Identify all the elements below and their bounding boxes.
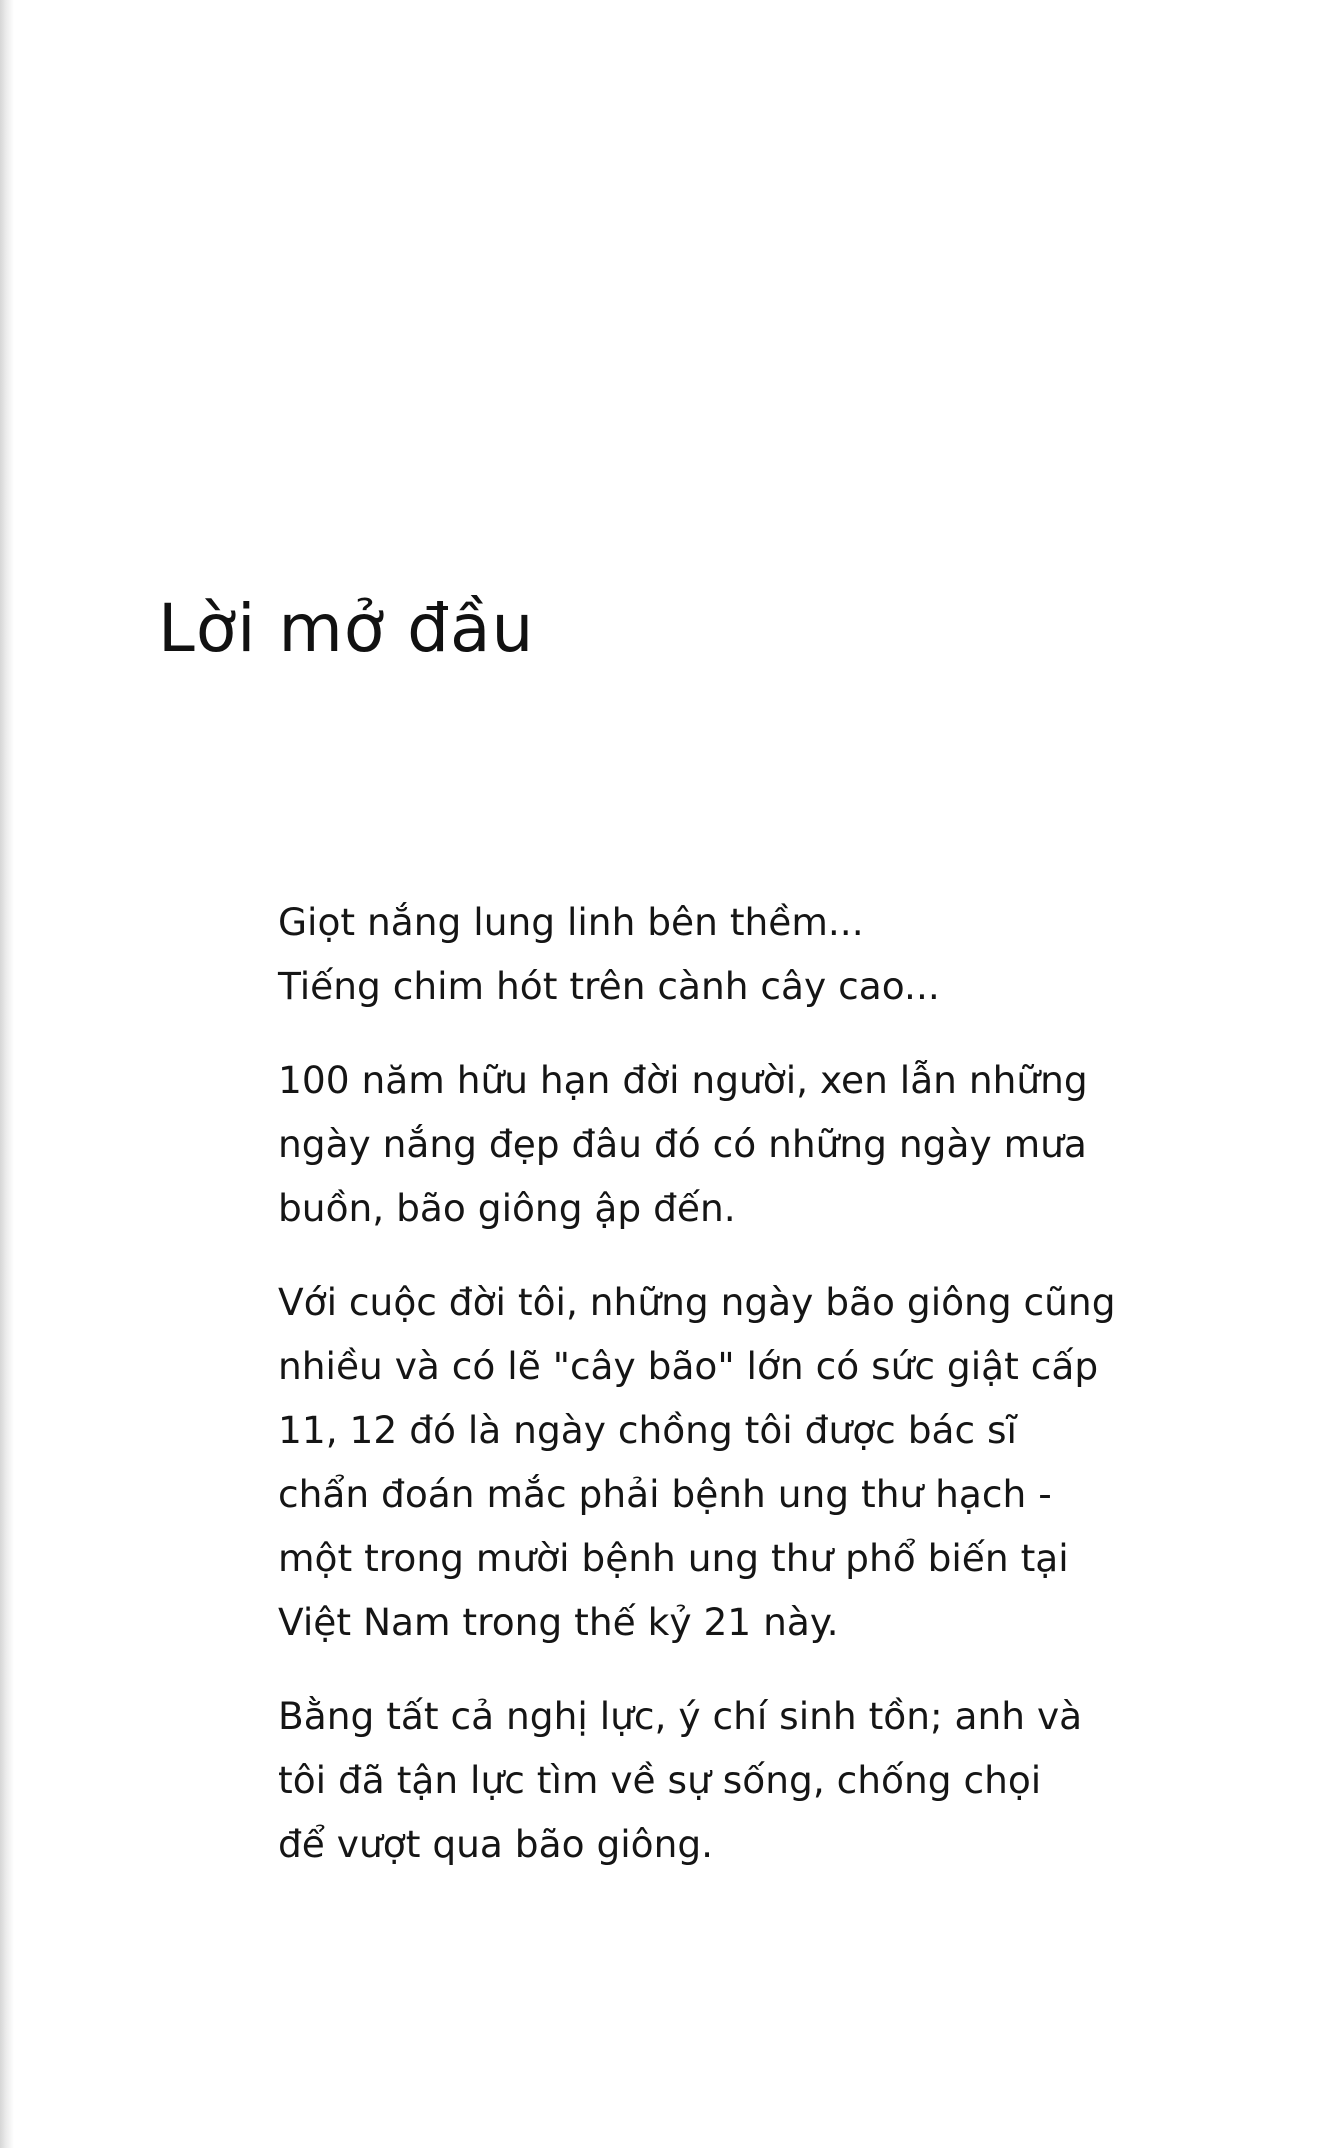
text-line: nhiều và có lẽ "cây bão" lớn có sức giật cấp	[278, 1344, 1099, 1388]
paragraph-1	[278, 890, 1118, 1018]
text-line: để vượt qua bão giông.	[278, 1822, 714, 1866]
text-line: Việt Nam trong thế kỷ 21 này.	[278, 1600, 839, 1644]
paragraph-2	[278, 1048, 1118, 1240]
text-line: chẩn đoán mắc phải bệnh ung thư hạch -	[278, 1472, 1052, 1516]
text-line: Với cuộc đời tôi, những ngày bão giông cũng	[278, 1280, 1116, 1324]
chapter-body	[278, 890, 1118, 1906]
chapter-title: Lời mở đầu	[158, 590, 535, 667]
text-line: tôi đã tận lực tìm về sự sống, chống chọi	[278, 1758, 1042, 1802]
text-line: Bằng tất cả nghị lực, ý chí sinh tồn; anh và	[278, 1694, 1083, 1738]
text-line: buồn, bão giông ập đến.	[278, 1186, 736, 1230]
text-line: ngày nắng đẹp đâu đó có những ngày mưa	[278, 1122, 1087, 1166]
text-line: 11, 12 đó là ngày chồng tôi được bác sĩ	[278, 1408, 1017, 1452]
text-line: Giọt nắng lung linh bên thềm...	[278, 900, 864, 944]
text-line: Tiếng chim hót trên cành cây cao...	[278, 964, 940, 1008]
paragraph-4	[278, 1684, 1118, 1876]
page-edge-shadow	[0, 0, 14, 2148]
text-line: một trong mười bệnh ung thư phổ biến tại	[278, 1536, 1069, 1580]
text-line: 100 năm hữu hạn đời người, xen lẫn những	[278, 1058, 1088, 1102]
paragraph-3	[278, 1270, 1118, 1654]
